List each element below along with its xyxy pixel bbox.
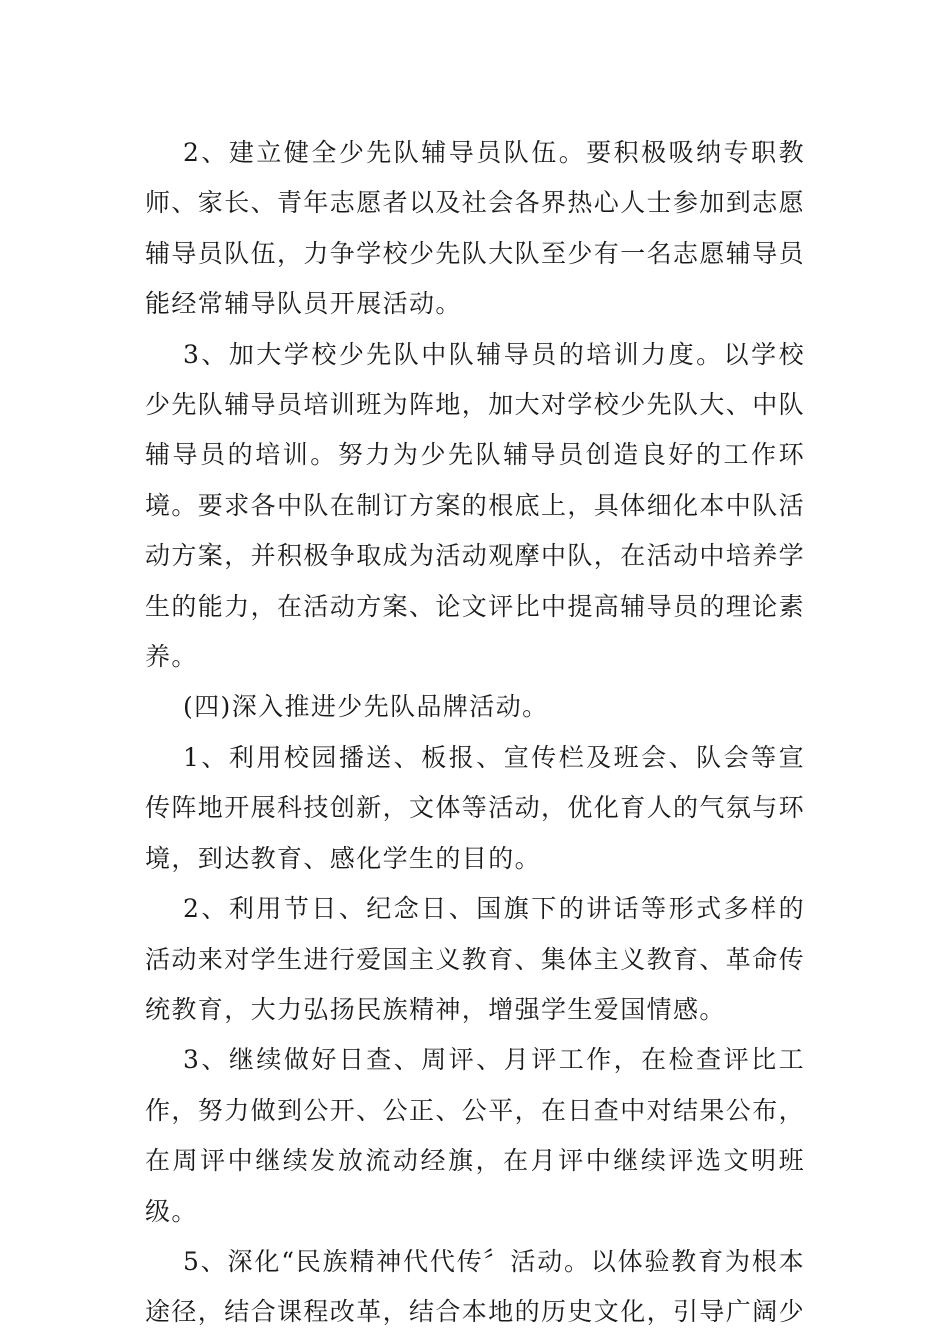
paragraph-national-spirit: 5、深化“民族精神代代传〞活动。以体验教育为根本途径，结合课程改革，结合本地的历史文化，引导广阔少 bbox=[145, 1246, 806, 1327]
paragraph-campus-propaganda: 1、利用校园播送、板报、宣传栏及班会、队会等宣传阵地开展科技创新，文体等活动，优化育人的气氛与环境，到达教育、感化学生的目的。 bbox=[145, 742, 806, 873]
paragraph-volunteer-counselors: 2、建立健全少先队辅导员队伍。要积极吸纳专职教师、家长、青年志愿者以及社会各界热心人士参加到志愿辅导员队伍，力争学校少先队大队至少有一名志愿辅导员能经常辅导队员开展活动。 bbox=[145, 138, 806, 319]
section-heading-brand-activities: (四)深入推进少先队品牌活动。 bbox=[183, 692, 549, 722]
paragraph-counselor-training: 3、加大学校少先队中队辅导员的培训力度。以学校少先队辅导员培训班为阵地，加大对学校少先队大、中队辅导员的培训。努力为少先队辅导员创造良好的工作环境。要求各中队在制订方案的根底上，具体细化本中队活动方案，并积极争取成为活动观摩中队，在活动中培养学生的能力，在活动方案、论文评比中提高辅导员的理论素养。 bbox=[145, 339, 806, 672]
paragraph-patriotic-education: 2、利用节日、纪念日、国旗下的讲话等形式多样的活动来对学生进行爱国主义教育、集体主义教育、革命传统教育，大力弘扬民族精神，增强学生爱国情感。 bbox=[145, 894, 806, 1024]
paragraph-daily-weekly-monthly-review: 3、继续做好日查、周评、月评工作，在检查评比工作，努力做到公开、公正、公平，在日查中对结果公布，在周评中继续发放流动经旗，在月评中继续评选文明班级。 bbox=[145, 1045, 806, 1226]
document-body bbox=[145, 128, 805, 1338]
